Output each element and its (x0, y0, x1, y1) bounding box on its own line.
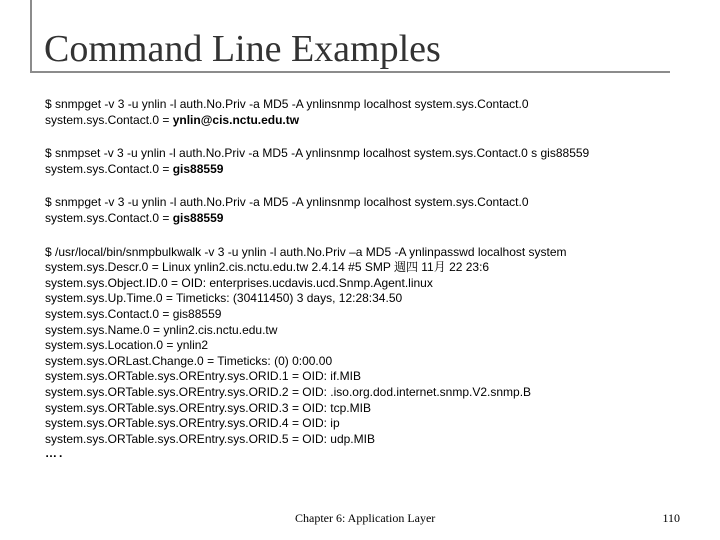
command-line (45, 307, 705, 323)
command-line (45, 416, 705, 432)
command-line (45, 260, 705, 276)
continuation-ellipsis: …. (45, 446, 65, 461)
line-text: $ snmpget -v 3 -u ynlin -l auth.No.Priv -a MD5 -A ynlinsnmp localhost system.sys.Contact.0 (45, 97, 529, 111)
line-text: system.sys.Location.0 = ynlin2 (45, 338, 209, 353)
command-line (45, 146, 705, 162)
line-text: system.sys.ORLast.Change.0 = Timeticks: (0) 0:00.00 (45, 353, 333, 368)
result-value: ynlin@cis.nctu.edu.tw (172, 112, 300, 127)
slide-title: Command Line Examples (44, 28, 441, 70)
line-text: system.sys.Object.ID.0 = OID: enterprises.ucdavis.ucd.Snmp.Agent.linux (45, 275, 433, 290)
command-line (45, 276, 705, 292)
result-value: gis88559 (172, 161, 224, 176)
command-line (45, 97, 705, 113)
command-line (45, 338, 705, 354)
line-text: system.sys.ORTable.sys.OREntry.sys.ORID.3 = OID: tcp.MIB (45, 400, 371, 415)
command-line (45, 291, 705, 307)
command-line (45, 211, 705, 227)
footer-page-number: 110 (662, 511, 680, 525)
line-text: $ snmpset -v 3 -u ynlin -l auth.No.Priv -a MD5 -A ynlinsnmp localhost system.sys.Contact.0 s gis88559 (45, 146, 590, 161)
command-line (45, 113, 705, 129)
line-text: system.sys.Contact.0 = (45, 112, 173, 127)
line-text: system.sys.ORTable.sys.OREntry.sys.ORID.1 = OID: if.MIB (45, 369, 361, 384)
command-line (45, 401, 705, 417)
line-text: system.sys.ORTable.sys.OREntry.sys.ORID.2 = OID: .iso.org.dod.internet.snmp.V2.snmp.B (45, 384, 532, 399)
command-line (45, 323, 705, 339)
line-text: $ snmpget -v 3 -u ynlin -l auth.No.Priv -a MD5 -A ynlinsnmp localhost system.sys.Contact.0 (45, 195, 529, 210)
result-value: gis88559 (172, 210, 224, 225)
command-block (45, 195, 705, 226)
line-text: system.sys.Contact.0 = (45, 210, 173, 225)
line-text: system.sys.Up.Time.0 = Timeticks: (30411450) 3 days, 12:28:34.50 (45, 291, 403, 306)
command-block (45, 245, 705, 460)
command-block (45, 146, 705, 177)
command-line (45, 162, 705, 178)
command-block (45, 97, 705, 128)
command-line (45, 432, 705, 448)
slide-frame-horizontal-line (30, 71, 670, 73)
command-line (45, 195, 705, 211)
command-line (45, 245, 705, 261)
line-text: system.sys.Descr.0 = Linux ynlin2.cis.nctu.edu.tw 2.4.14 #5 SMP 週四 11月 22 23:6 (45, 260, 490, 275)
command-examples (45, 97, 705, 477)
footer-chapter: Chapter 6: Application Layer (295, 511, 436, 525)
line-text: system.sys.Contact.0 = gis88559 (45, 306, 222, 321)
line-text: system.sys.Contact.0 = (45, 161, 173, 176)
command-line (45, 385, 705, 401)
line-text: system.sys.ORTable.sys.OREntry.sys.ORID.4 = OID: ip (45, 416, 340, 431)
command-line (45, 354, 705, 370)
line-text: system.sys.ORTable.sys.OREntry.sys.ORID.5 = OID: udp.MIB (45, 431, 375, 446)
slide-frame-vertical-line (30, 0, 32, 72)
command-line (45, 369, 705, 385)
line-text: $ /usr/local/bin/snmpbulkwalk -v 3 -u ynlin -l auth.No.Priv –a MD5 -A ynlinpasswd localhost system (45, 244, 567, 259)
line-text: system.sys.Name.0 = ynlin2.cis.nctu.edu.tw (45, 322, 278, 337)
